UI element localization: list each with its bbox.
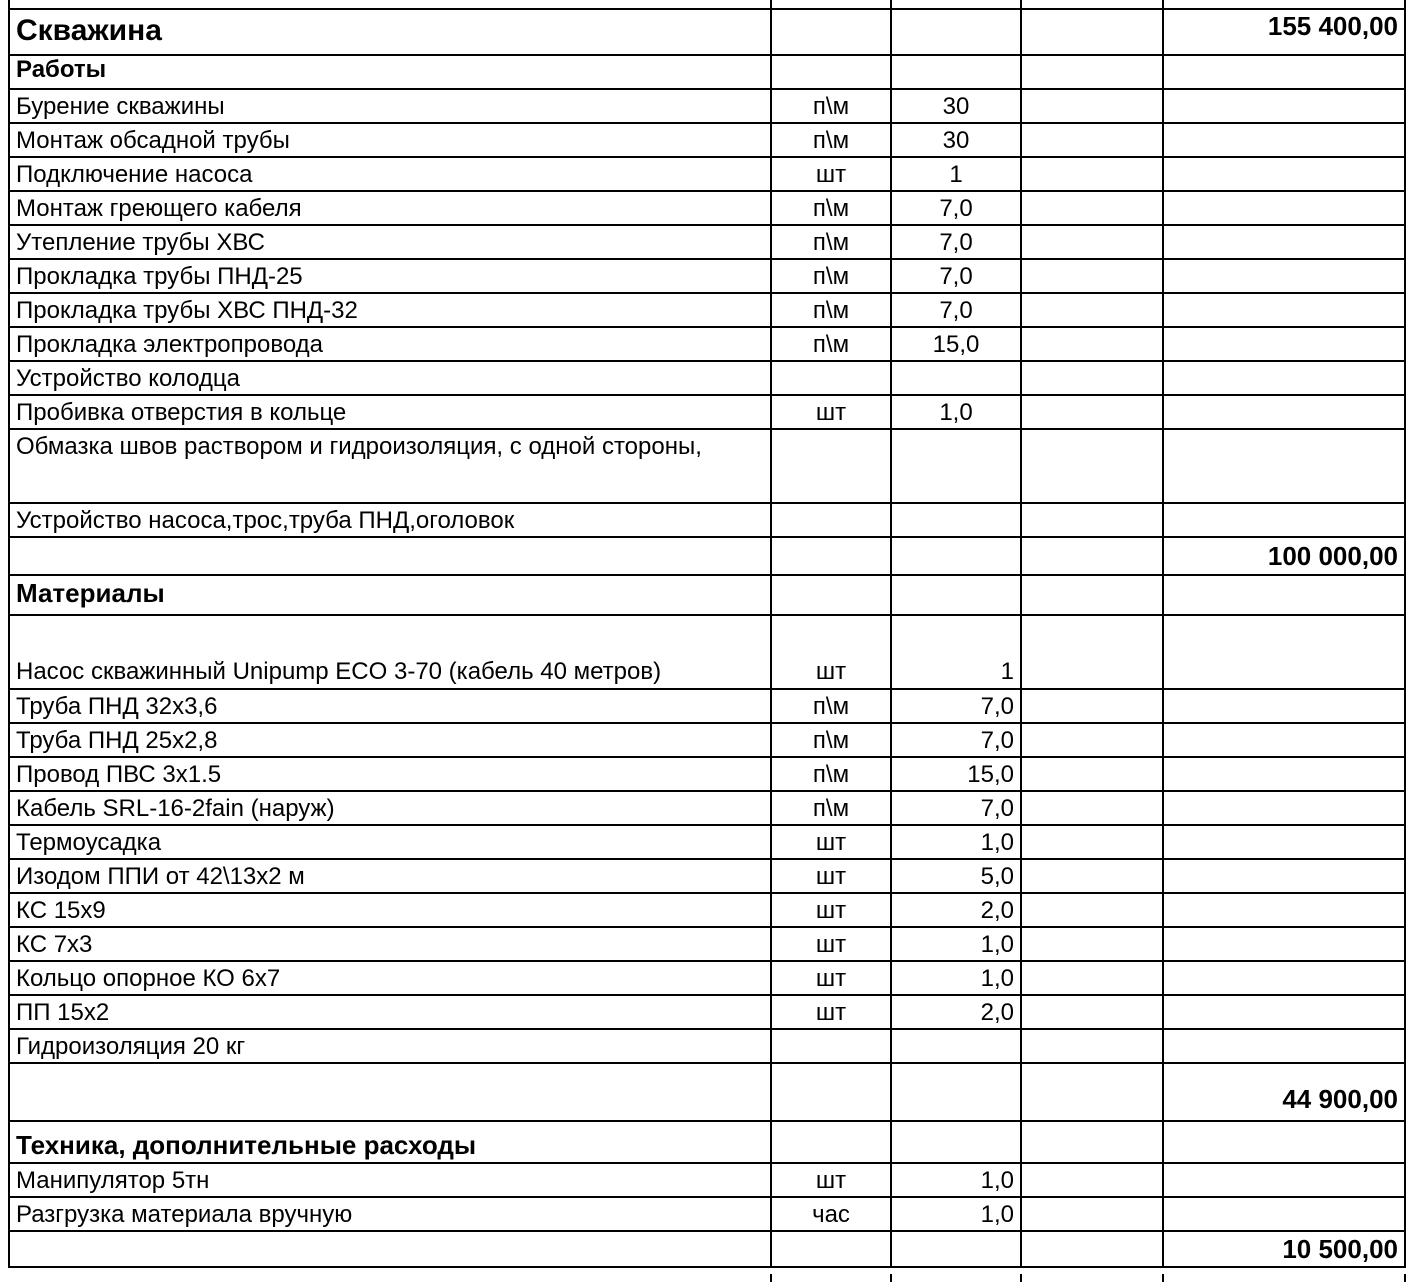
- table-row: [9, 859, 1405, 893]
- item-unit: п\м: [771, 225, 891, 259]
- table-row: [9, 893, 1405, 927]
- item-qty: 1: [891, 157, 1021, 191]
- item-unit: п\м: [771, 89, 891, 123]
- table-row: [9, 293, 1405, 327]
- item-qty: 15,0: [891, 757, 1021, 791]
- item-name: Утепление трубы ХВС: [9, 225, 771, 259]
- item-qty: 1,0: [891, 825, 1021, 859]
- table-row: [9, 757, 1405, 791]
- item-unit: п\м: [771, 757, 891, 791]
- table-row: [9, 361, 1405, 395]
- item-qty: 30: [891, 89, 1021, 123]
- item-qty: 1: [891, 615, 1021, 689]
- table-row: [9, 327, 1405, 361]
- item-qty: 7,0: [891, 225, 1021, 259]
- item-unit: п\м: [771, 293, 891, 327]
- item-unit: шт: [771, 995, 891, 1029]
- item-unit: шт: [771, 157, 891, 191]
- item-qty: 7,0: [891, 689, 1021, 723]
- item-qty: 30: [891, 123, 1021, 157]
- table-row: [9, 791, 1405, 825]
- item-unit: шт: [771, 859, 891, 893]
- materials-total: 44 900,00: [1163, 1063, 1405, 1121]
- item-name: Насос скважинный Unipump ECO 3-70 (кабель 40 метров): [9, 615, 771, 689]
- item-name: ПП 15х2: [9, 995, 771, 1029]
- item-unit: час: [771, 1197, 891, 1231]
- item-unit: шт: [771, 961, 891, 995]
- item-qty: [891, 1029, 1021, 1063]
- item-name: Разгрузка материала вручную: [9, 1197, 771, 1231]
- table-row: [9, 191, 1405, 225]
- table-row: [9, 503, 1405, 537]
- table-row: [9, 89, 1405, 123]
- table-row: [9, 961, 1405, 995]
- equipment-title: Техника, дополнительные расходы: [9, 1121, 771, 1163]
- item-qty: [891, 361, 1021, 395]
- table-row: [9, 825, 1405, 859]
- table-row: [9, 723, 1405, 757]
- works-total: 100 000,00: [1163, 537, 1405, 575]
- item-unit: п\м: [771, 327, 891, 361]
- works-title: Работы: [9, 55, 771, 89]
- table-row: [9, 395, 1405, 429]
- table-row: [9, 1163, 1405, 1197]
- works-total-row: [9, 537, 1405, 575]
- item-name: Манипулятор 5тн: [9, 1163, 771, 1197]
- materials-title: Материалы: [9, 575, 771, 615]
- item-qty: 1,0: [891, 1197, 1021, 1231]
- item-qty: 15,0: [891, 327, 1021, 361]
- item-name: Прокладка электропровода: [9, 327, 771, 361]
- item-qty: 7,0: [891, 191, 1021, 225]
- section-total: 155 400,00: [1163, 9, 1405, 55]
- item-unit: п\м: [771, 259, 891, 293]
- item-unit: [771, 361, 891, 395]
- item-name: Труба ПНД 25х2,8: [9, 723, 771, 757]
- item-name: КС 15х9: [9, 893, 771, 927]
- section-header-row: [9, 9, 1405, 55]
- item-qty: 2,0: [891, 893, 1021, 927]
- item-unit: шт: [771, 893, 891, 927]
- estimate-sheet: [8, 8, 1406, 1268]
- works-header-row: [9, 55, 1405, 89]
- item-unit: п\м: [771, 123, 891, 157]
- item-qty: [891, 429, 1021, 503]
- table-row: [9, 157, 1405, 191]
- item-unit: шт: [771, 615, 891, 689]
- item-qty: 1,0: [891, 961, 1021, 995]
- table-row: [9, 689, 1405, 723]
- section-title: Скважина: [9, 9, 771, 55]
- item-unit: шт: [771, 395, 891, 429]
- item-name: Провод ПВС 3х1.5: [9, 757, 771, 791]
- item-name: Гидроизоляция 20 кг: [9, 1029, 771, 1063]
- table-row: [9, 615, 1405, 689]
- item-name: Устройство насоса,трос,труба ПНД,оголовок: [9, 503, 771, 537]
- item-qty: 1,0: [891, 1163, 1021, 1197]
- item-name: Кабель SRL-16-2fain (наруж): [9, 791, 771, 825]
- item-qty: 2,0: [891, 995, 1021, 1029]
- table-row: [9, 123, 1405, 157]
- item-qty: 7,0: [891, 259, 1021, 293]
- item-name: Прокладка трубы ХВС ПНД-32: [9, 293, 771, 327]
- item-qty: 1,0: [891, 395, 1021, 429]
- table-row: [9, 1197, 1405, 1231]
- equipment-header-row: [9, 1121, 1405, 1163]
- table-row: [9, 259, 1405, 293]
- item-name: Бурение скважины: [9, 89, 771, 123]
- item-name: Монтаж обсадной трубы: [9, 123, 771, 157]
- item-name: Подключение насоса: [9, 157, 771, 191]
- table-row: [9, 927, 1405, 961]
- item-unit: п\м: [771, 723, 891, 757]
- item-unit: [771, 503, 891, 537]
- item-qty: 7,0: [891, 723, 1021, 757]
- item-name: КС 7х3: [9, 927, 771, 961]
- table-row: [9, 429, 1405, 503]
- item-qty: 5,0: [891, 859, 1021, 893]
- item-name: Труба ПНД 32х3,6: [9, 689, 771, 723]
- item-qty: 7,0: [891, 293, 1021, 327]
- item-name: Устройство колодца: [9, 361, 771, 395]
- table-row: [9, 1029, 1405, 1063]
- item-unit: шт: [771, 927, 891, 961]
- item-qty: 7,0: [891, 791, 1021, 825]
- item-unit: шт: [771, 825, 891, 859]
- item-name: Обмазка швов раствором и гидроизоляция, с одной стороны,: [9, 429, 771, 503]
- materials-total-row: [9, 1063, 1405, 1121]
- item-unit: п\м: [771, 191, 891, 225]
- item-unit: п\м: [771, 791, 891, 825]
- item-name: Кольцо опорное КО 6х7: [9, 961, 771, 995]
- item-unit: шт: [771, 1163, 891, 1197]
- materials-header-row: [9, 575, 1405, 615]
- equipment-total-row: [9, 1231, 1405, 1267]
- item-name: Пробивка отверстия в кольце: [9, 395, 771, 429]
- item-name: Термоусадка: [9, 825, 771, 859]
- item-name: Изодом ППИ от 42\13х2 м: [9, 859, 771, 893]
- item-name: Прокладка трубы ПНД-25: [9, 259, 771, 293]
- item-unit: [771, 1029, 891, 1063]
- table-row: [9, 225, 1405, 259]
- item-name: Монтаж греющего кабеля: [9, 191, 771, 225]
- table-row: [9, 995, 1405, 1029]
- item-qty: [891, 503, 1021, 537]
- item-qty: 1,0: [891, 927, 1021, 961]
- item-unit: п\м: [771, 689, 891, 723]
- equipment-total: 10 500,00: [1163, 1231, 1405, 1267]
- item-unit: [771, 429, 891, 503]
